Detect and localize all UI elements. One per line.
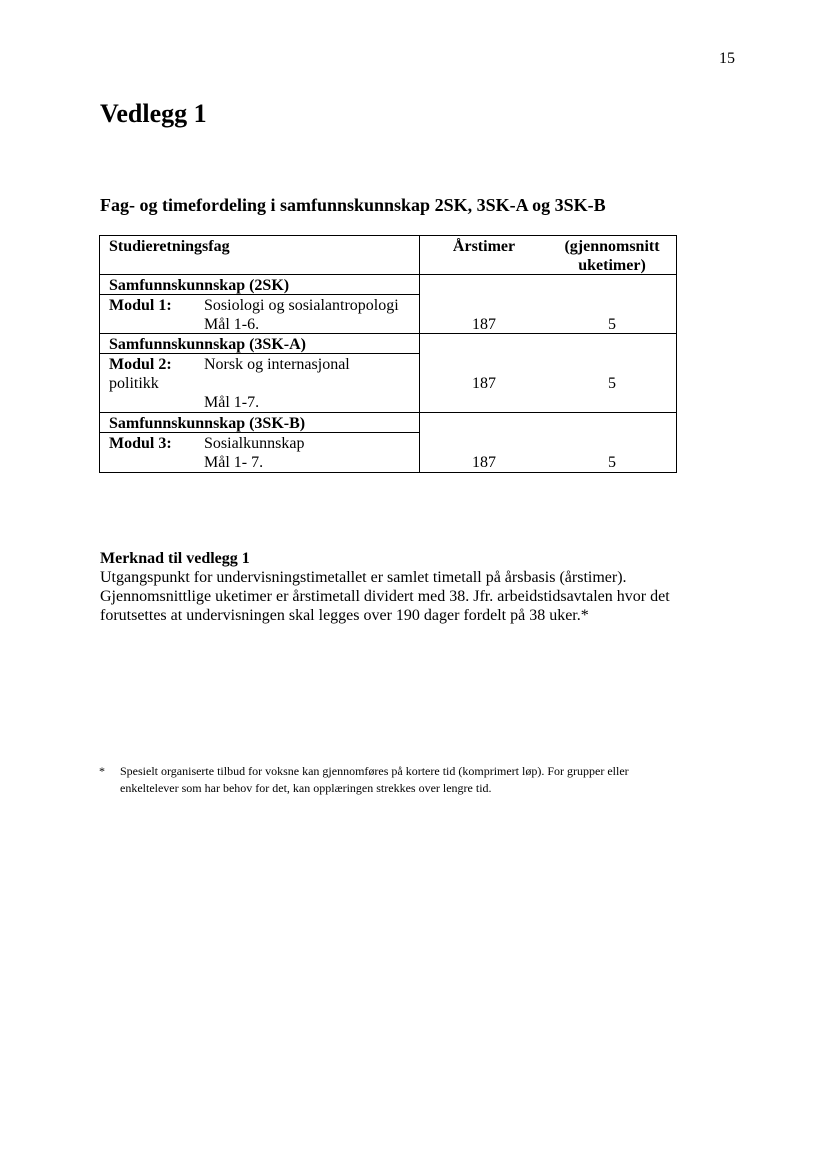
header-weekly-hours-line1: (gjennomsnitt — [564, 238, 660, 255]
course-name: Samfunnskunnskap (3SK-A) — [109, 336, 306, 353]
module-description-continued: politikk — [109, 375, 159, 392]
footnote-line: enkeltelever som har behov for det, kan opplæringen strekkes over lengre tid. — [120, 781, 492, 795]
annual-hours-value: 187 — [472, 454, 496, 471]
module-goals: Mål 1-6. — [204, 316, 260, 333]
module-description: Norsk og internasjonal — [204, 356, 350, 373]
weekly-hours-value: 5 — [608, 375, 616, 392]
weekly-hours-value: 5 — [608, 316, 616, 333]
module-label: Modul 3: — [109, 435, 172, 452]
footnote-marker: * — [99, 764, 105, 778]
footnote-line: Spesielt organiserte tilbud for voksne kan gjennomføres på kortere tid (komprimert løp). For grupper eller — [120, 764, 629, 778]
course-name: Samfunnskunnskap (2SK) — [109, 277, 290, 294]
note-line: Gjennomsnittlige uketimer er årstimetall dividert med 38. Jfr. arbeidstidsavtalen hvor det — [100, 588, 670, 605]
header-subject: Studieretningsfag — [109, 238, 230, 255]
module-label: Modul 1: — [109, 297, 172, 314]
appendix-note — [100, 549, 720, 625]
appendix-title: Vedlegg 1 — [100, 99, 207, 128]
module-label: Modul 2: — [109, 356, 172, 373]
module-description: Sosiologi og sosialantropologi — [204, 297, 399, 314]
course-name: Samfunnskunnskap (3SK-B) — [109, 415, 306, 432]
page-number: 15 — [719, 50, 735, 67]
module-description: Sosialkunnskap — [204, 435, 305, 452]
note-line: Utgangspunkt for undervisningstimetallet er samlet timetall på årsbasis (årstimer). — [100, 569, 627, 586]
header-weekly-hours-line2: uketimer) — [578, 257, 646, 274]
module-goals: Mål 1-7. — [204, 394, 260, 411]
module-goals: Mål 1- 7. — [204, 454, 264, 471]
header-annual-hours: Årstimer — [452, 238, 516, 255]
weekly-hours-value: 5 — [608, 454, 616, 471]
note-line: forutsettes at undervisningen skal legges over 190 dager fordelt på 38 uker.* — [100, 607, 589, 624]
annual-hours-value: 187 — [472, 316, 496, 333]
section-title: Fag- og timefordeling i samfunnskunnskap 2SK, 3SK-A og 3SK-B — [100, 195, 606, 215]
annual-hours-value: 187 — [472, 375, 496, 392]
note-heading: Merknad til vedlegg 1 — [100, 550, 250, 567]
hours-distribution-table — [99, 235, 677, 473]
